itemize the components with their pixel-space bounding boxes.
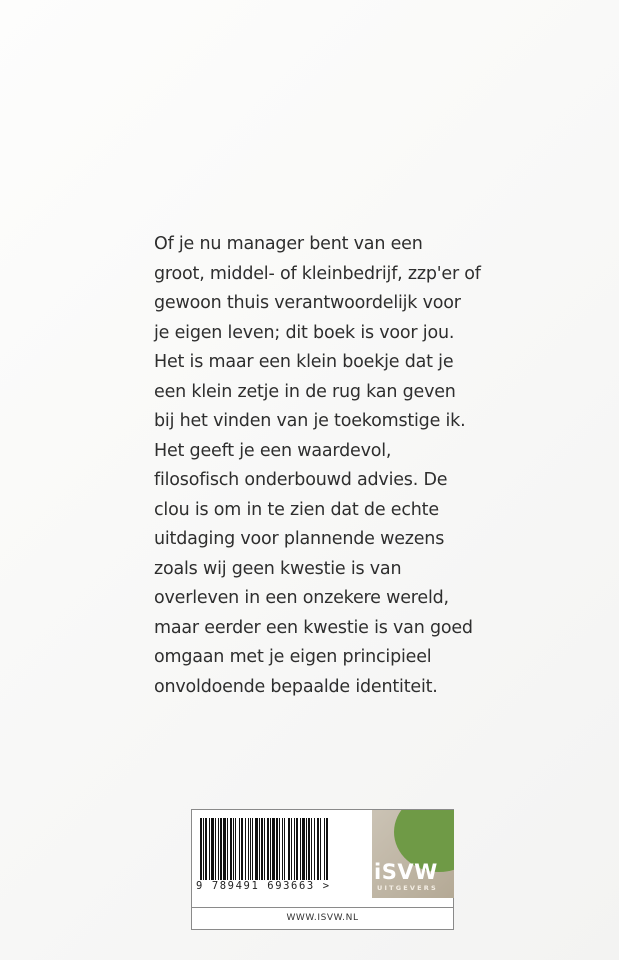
blurb-line: maar eerder een kwestie is van goed xyxy=(154,617,473,638)
barcode-bar xyxy=(300,818,301,880)
barcode-bar xyxy=(311,818,312,880)
barcode-bar xyxy=(272,818,275,880)
barcode-bar xyxy=(252,818,253,880)
blurb-text xyxy=(154,230,514,702)
blurb-line: overleven in een onzekere wereld, xyxy=(154,588,449,608)
logo-subtext: UITGEVERS xyxy=(377,884,438,892)
blurb-line: onvoldoende bepaalde identiteit. xyxy=(154,676,438,697)
barcode-bar xyxy=(288,818,290,880)
barcode-bar xyxy=(223,818,226,880)
blurb-line: clou is om in te zien dat de echte xyxy=(154,499,439,520)
barcode-bar xyxy=(282,818,283,880)
barcode-panel xyxy=(191,809,454,908)
blurb-line: Of je nu manager bent van een xyxy=(154,234,423,254)
blurb-line: bij het vinden van je toekomstige ik. xyxy=(154,411,466,431)
barcode-bar xyxy=(218,818,219,880)
barcode-bar xyxy=(220,818,222,880)
barcode-bar xyxy=(326,818,328,880)
barcode-bar xyxy=(248,818,249,880)
barcode-bar xyxy=(255,818,258,880)
blurb-line: je eigen leven; dit boek is voor jou. xyxy=(154,322,455,343)
barcode-bar xyxy=(259,818,260,880)
barcode-bar xyxy=(200,818,202,880)
blurb-line: filosofisch onderbouwd advies. De xyxy=(154,470,448,490)
barcode-bar xyxy=(227,818,228,880)
barcode-bar xyxy=(203,818,204,880)
barcode-bar xyxy=(320,818,321,880)
barcode-bar xyxy=(241,818,243,880)
barcode-bar xyxy=(291,818,292,880)
barcode-bar xyxy=(245,818,246,880)
blurb-line: Het is maar een klein boekje dat je xyxy=(154,352,454,372)
barcode-bar xyxy=(267,818,269,880)
barcode-bar xyxy=(205,818,207,880)
barcode-bar xyxy=(317,818,319,880)
barcode-bar xyxy=(324,818,325,880)
blurb-line: omgaan met je eigen principieel xyxy=(154,647,432,667)
blurb-line: gewoon thuis verantwoordelijk voor xyxy=(154,293,461,313)
barcode-bar xyxy=(306,818,307,880)
barcode-bar xyxy=(250,818,251,880)
barcode-bar xyxy=(264,818,265,880)
isbn-number: 9 789491 693663 > xyxy=(196,880,331,892)
blurb-line: zoals wij geen kwestie is van xyxy=(154,558,402,579)
barcode-bar xyxy=(270,818,271,880)
barcode-bar xyxy=(239,818,240,880)
blurb-line: een klein zetje in de rug kan geven xyxy=(154,381,456,402)
publisher-website: WWW.ISVW.NL xyxy=(191,908,454,930)
barcode-bar xyxy=(233,818,234,880)
barcode-bar xyxy=(294,818,295,880)
barcode-bar xyxy=(276,818,278,880)
isbn-barcode xyxy=(200,818,372,880)
logo-wordmark: iSVW xyxy=(374,860,438,884)
barcode-bar xyxy=(215,818,216,880)
barcode-bar xyxy=(314,818,315,880)
barcode-bar xyxy=(284,818,285,880)
blurb-line: Het geeft je een waardevol, xyxy=(154,440,392,461)
barcode-bar xyxy=(230,818,232,880)
barcode-bar xyxy=(302,818,305,880)
blurb-line: groot, middel- of kleinbedrijf, zzp'er of xyxy=(154,263,481,284)
publisher-logo xyxy=(372,810,454,898)
barcode-bar xyxy=(296,818,298,880)
barcode-bar xyxy=(211,818,214,880)
barcode-bar xyxy=(308,818,310,880)
barcode-bar xyxy=(261,818,263,880)
blurb-line: uitdaging voor plannende wezens xyxy=(154,529,445,549)
barcode-bar xyxy=(279,818,280,880)
barcode-bar xyxy=(235,818,236,880)
barcode-bar xyxy=(209,818,210,880)
